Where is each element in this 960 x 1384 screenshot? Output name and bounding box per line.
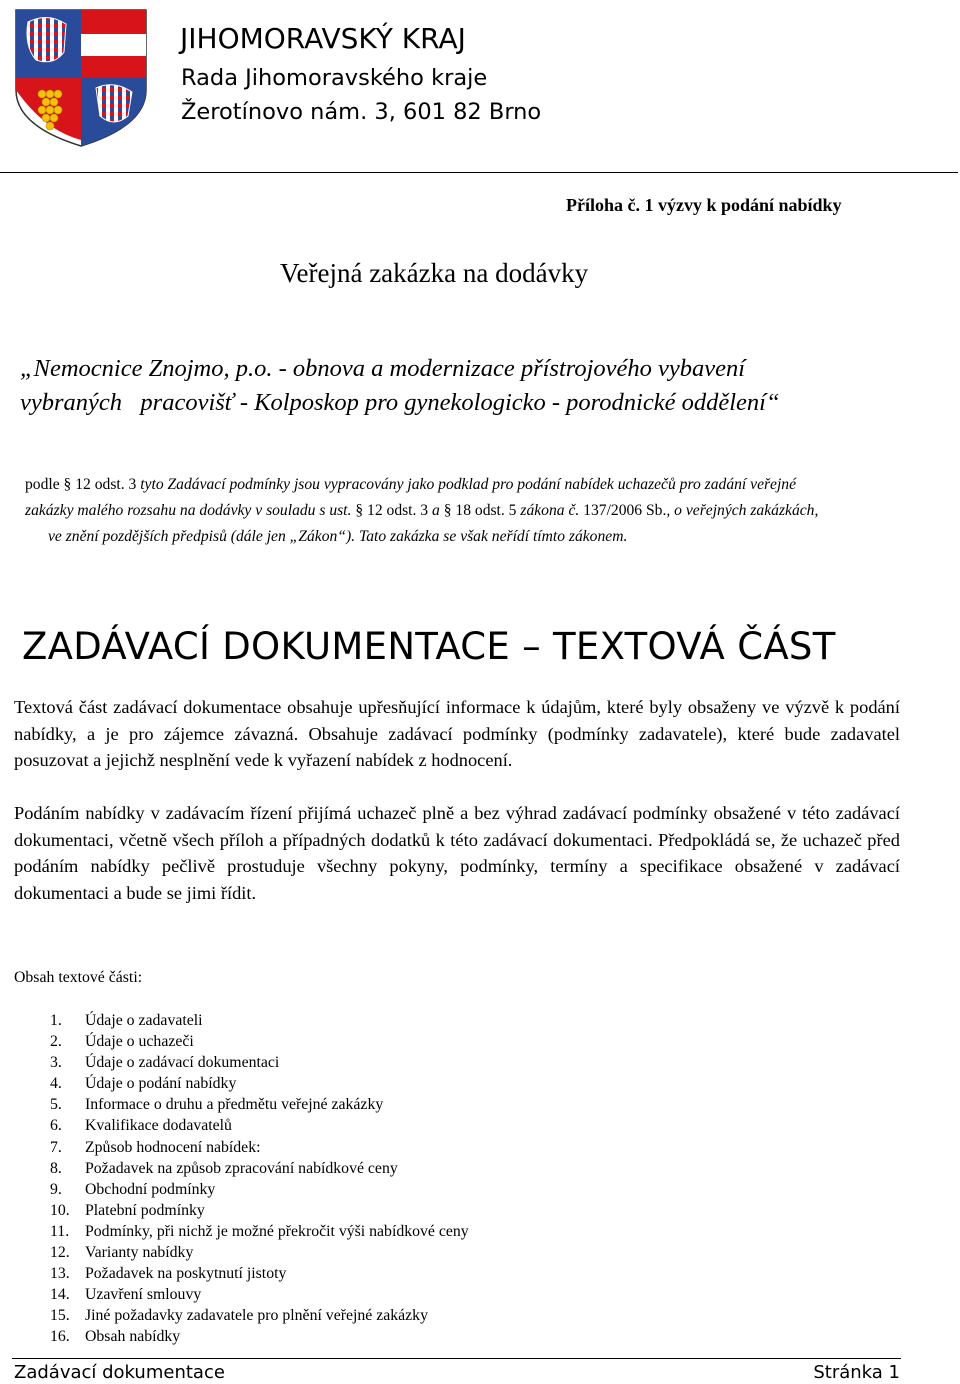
item-number: 13. xyxy=(50,1265,70,1283)
item-label: Kvalifikace dodavatelů xyxy=(85,1117,232,1135)
item-number: 7. xyxy=(50,1138,62,1156)
legal-text: tyto Zadávací podmínky jsou vypracovány jako podklad pro podání nabídek uchazečů pro zadání veřejné xyxy=(136,476,797,493)
intro-paragraph-1 xyxy=(14,694,900,774)
list-item xyxy=(50,1073,469,1094)
item-number: 9. xyxy=(50,1180,62,1198)
item-label: Požadavek na poskytnutí jistoty xyxy=(85,1265,287,1283)
legal-basis-line-1 xyxy=(25,472,796,498)
list-item xyxy=(50,1031,469,1052)
item-label: Uzavření smlouvy xyxy=(85,1286,202,1304)
region-title: JIHOMORAVSKÝ KRAJ xyxy=(180,22,466,55)
item-number: 15. xyxy=(50,1307,70,1325)
legal-ref: § 12 odst. 3 xyxy=(355,502,429,519)
order-type-heading: Veřejná zakázka na dodávky xyxy=(280,258,589,288)
legal-basis-line-2 xyxy=(25,498,818,524)
paragraph-sentence: Textová část zadávací dokumentace obsahuje upřesňující informace k údajům, které byly obsaženy ve výzvě k podání nabídky, a je pro zájemce závazná. xyxy=(14,697,900,744)
legal-text: , o veřejných zakázkách, xyxy=(666,502,819,519)
item-label: Informace o druhu a předmětu veřejné zakázky xyxy=(85,1096,384,1114)
list-item xyxy=(50,1179,469,1200)
legal-text: zákona č. xyxy=(516,502,584,519)
list-item xyxy=(50,1115,469,1136)
coat-of-arms-logo xyxy=(14,8,148,148)
item-number: 1. xyxy=(50,1012,62,1029)
list-item xyxy=(50,1242,469,1263)
paragraph-sentence: Podáním nabídky v zadávacím řízení přijímá uchazeč plně a bez výhrad zadávací podmínky obsažené v této zadávací dokumentaci, včetně všech příloh a případných dodatků k této zadávací dokumentaci. xyxy=(14,803,900,850)
subject-line-1: „Nemocnice Znojmo, p.o. - obnova a modernizace přístrojového vybavení xyxy=(20,355,746,382)
legal-text: a xyxy=(428,502,444,519)
council-address: Žerotínovo nám. 3, 601 82 Brno xyxy=(181,99,542,125)
item-number: 14. xyxy=(50,1286,70,1304)
item-label: Požadavek na způsob zpracování nabídkové ceny xyxy=(85,1159,398,1177)
footer-divider xyxy=(12,1358,901,1359)
list-item xyxy=(50,1284,469,1305)
list-item xyxy=(50,1200,469,1221)
item-label: Varianty nabídky xyxy=(85,1244,194,1262)
item-label: Jiné požadavky zadavatele pro plnění veřejné zakázky xyxy=(85,1307,428,1325)
item-number: 11. xyxy=(50,1222,70,1240)
list-item xyxy=(50,1094,469,1115)
intro-paragraph-2 xyxy=(14,800,900,906)
list-item xyxy=(50,1263,469,1284)
item-label: Platební podmínky xyxy=(85,1201,205,1219)
annex-label: Příloha č. 1 výzvy k podání nabídky xyxy=(566,195,842,215)
item-label: Údaje o zadávací dokumentaci xyxy=(85,1054,280,1072)
legal-ref: § 18 odst. 5 xyxy=(443,502,517,519)
legal-text: zakázky malého rozsahu na dodávky v souladu s ust. xyxy=(25,502,356,519)
list-item xyxy=(50,1137,469,1158)
item-label: Způsob hodnocení nabídek: xyxy=(85,1138,261,1156)
item-number: 2. xyxy=(50,1033,62,1051)
footer-document-name: Zadávací dokumentace xyxy=(14,1362,225,1383)
council-name: Rada Jihomoravského kraje xyxy=(181,65,488,91)
list-item xyxy=(50,1158,469,1179)
legal-ref: 137/2006 Sb. xyxy=(583,502,667,519)
contents-title: Obsah textové části: xyxy=(14,969,143,986)
item-number: 6. xyxy=(50,1117,62,1135)
item-label: Podmínky, při nichž je možné překročit výši nabídkové ceny xyxy=(85,1222,469,1240)
item-label: Obchodní podmínky xyxy=(85,1180,216,1198)
item-number: 10. xyxy=(50,1201,70,1219)
paragraph-sentence: Předpokládá se, že uchazeč před podáním nabídky pečlivě prostuduje všechny pokyny, podmínky, termíny a specifikace obsažené v zadávací dokumentaci a bude se jimi řídit. xyxy=(14,829,900,903)
contents-list xyxy=(50,1010,469,1348)
list-item xyxy=(50,1221,469,1242)
item-number: 5. xyxy=(50,1096,62,1114)
footer-page-number: Stránka 1 xyxy=(813,1362,900,1383)
item-label: Údaje o uchazeči xyxy=(85,1033,194,1051)
item-number: 3. xyxy=(50,1054,62,1072)
item-number: 8. xyxy=(50,1159,62,1177)
item-label: Údaje o podání nabídky xyxy=(85,1075,237,1093)
header-divider xyxy=(0,172,958,173)
legal-ref: podle § 12 odst. 3 xyxy=(25,476,137,493)
list-item xyxy=(50,1010,469,1031)
item-label: Obsah nabídky xyxy=(85,1328,181,1346)
item-number: 12. xyxy=(50,1244,70,1262)
list-item xyxy=(50,1052,469,1073)
item-number: 4. xyxy=(50,1075,62,1093)
main-heading: ZADÁVACÍ DOKUMENTACE – TEXTOVÁ ČÁST xyxy=(22,625,836,668)
list-item xyxy=(50,1305,469,1326)
paragraph-sentence: Obsahuje zadávací podmínky (podmínky zadavatele), které bude zadavatel posuzovat a jejichž nesplnění vede k vyřazení nabídek z hodnocení. xyxy=(14,723,900,770)
legal-basis-line-3: ve znění pozdějších předpisů (dále jen „Zákon“). Tato zakázka se však neřídí tímto zákonem. xyxy=(48,528,628,545)
subject-line-2: vybraných pracovišť - Kolposkop pro gynekologicko - porodnické oddělení“ xyxy=(20,389,780,416)
item-number: 16. xyxy=(50,1328,70,1346)
item-label: Údaje o zadavateli xyxy=(85,1012,203,1029)
list-item xyxy=(50,1326,469,1347)
